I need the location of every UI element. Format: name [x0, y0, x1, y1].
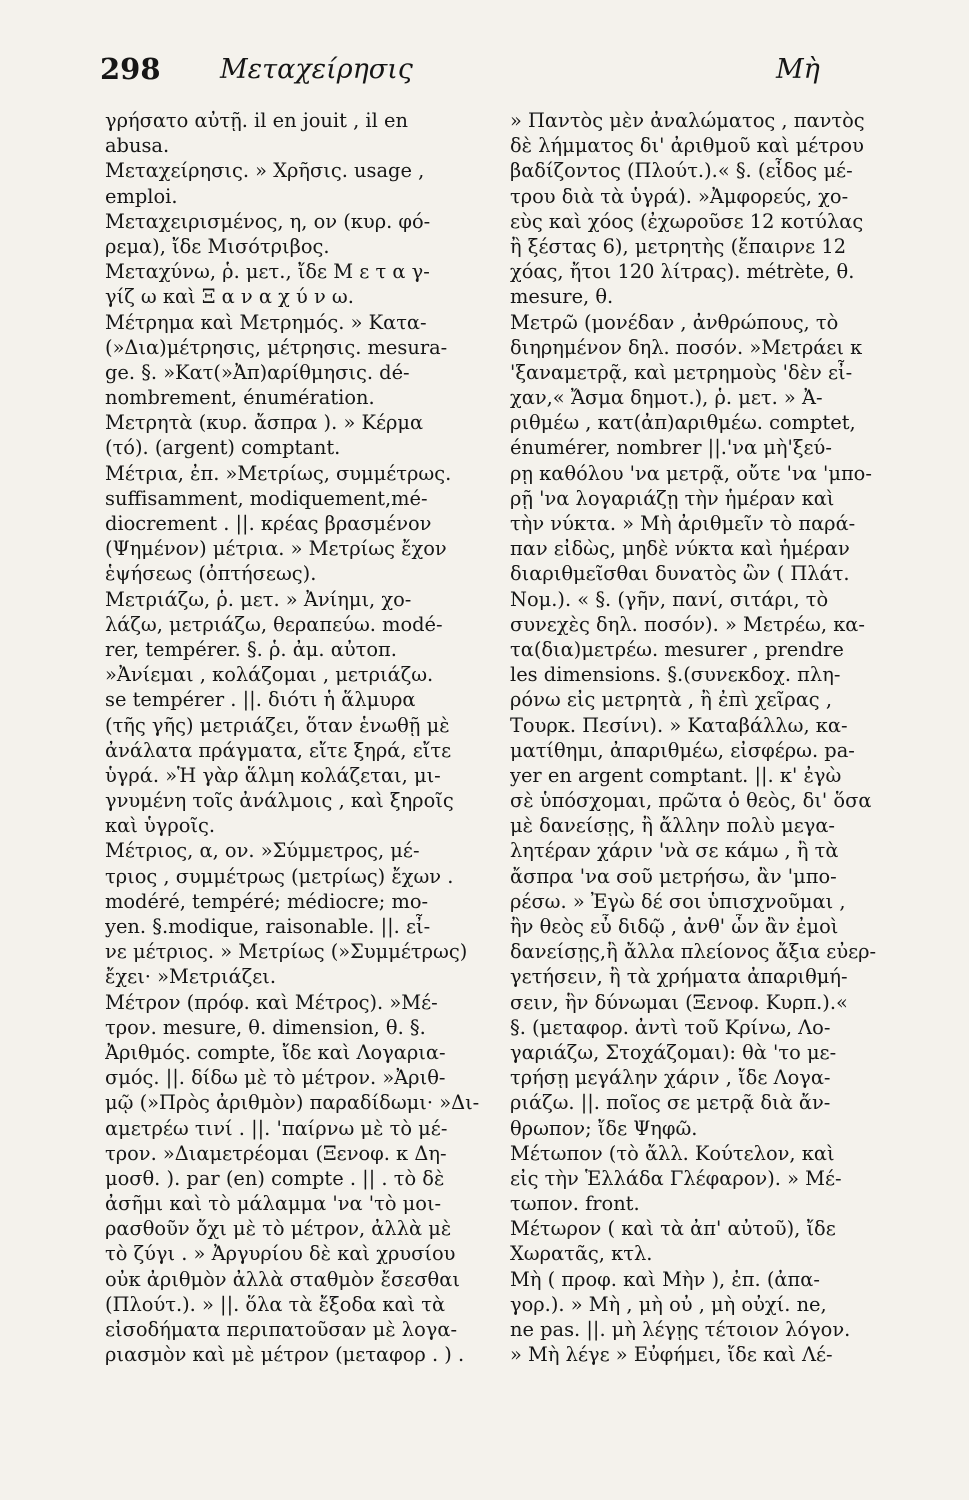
text-line: Μὴ ( προφ. καὶ Μὴν ), ἐπ. (ἀπα-	[510, 1267, 820, 1291]
text-line: » Μὴ λέγε » Εὐφήμει, ἴδε καὶ Λέ-	[510, 1343, 833, 1367]
text-line: ρῇ 'να λογαριάζῃ τὴν ἡμέραν καὶ	[510, 486, 835, 510]
text-line: χαν,« Ἄσμα δημοτ.), ῥ. μετ. » Ἀ-	[510, 386, 823, 410]
text-line: » Παντὸς μὲν ἀναλώματος , παντὸς	[510, 109, 865, 132]
text-line: Μέτριος, α, ον. »Σύμμετρος, μέ-	[105, 839, 420, 863]
text-line: (τό). (argent) comptant.	[105, 436, 341, 460]
text-line: énumérer, nombrer ||.'να μὴ'ξεύ-	[510, 436, 832, 460]
text-line: τριος , συμμέτρως (μετρίως) ἔχων .	[105, 864, 454, 888]
text-line: εἰς τὴν Ἑλλάδα Γλέφαρον). » Μέ-	[510, 1166, 842, 1190]
text-line: διαριθμεῖσθαι δυνατὸς ὢν ( Πλάτ.	[510, 562, 850, 586]
text-line: les dimensions. §.(συνεκδοχ. πλη-	[510, 663, 841, 687]
text-line: ἑψήσεως (ὀπτήσεως).	[105, 562, 317, 586]
text-line: λητέραν χάριν 'νὰ σε κάμω , ἢ τὰ	[510, 839, 839, 863]
text-line: yen. §.modique, raisonable. ||. εἶ-	[105, 915, 431, 938]
text-line: λάζω, μετριάζω, θεραπεύω. modé-	[105, 612, 443, 636]
text-line: τρου διὰ τὰ ὑγρά). »Ἀμφορεύς, χο-	[510, 184, 849, 208]
right-column	[510, 108, 932, 1367]
text-line: modéré, tempéré; médiocre; mo-	[105, 889, 429, 913]
text-line: οὐκ ἀριθμὸν ἀλλὰ σταθμὸν ἔσεσθαι	[105, 1267, 460, 1291]
text-line: ρεμα), ἴδε Μισότριβος.	[105, 234, 330, 258]
text-line: μῷ (»Πρὸς ἀριθμὸν) παραδίδωμι· »Δι-	[105, 1091, 480, 1115]
text-line: ge. §. »Κατ(»Ἀπ)αρίθμησις. dé-	[105, 360, 410, 384]
text-line: Τουρκ. Πεσίνι). » Καταβάλλω, κα-	[510, 713, 848, 737]
text-line: Νομ.). « §. (γῆν, πανί, σιτάρι, τὸ	[510, 587, 829, 611]
left-running-head: Μεταχείρησις	[220, 54, 413, 85]
text-line: (τῆς γῆς) μετριάζει, ὅταν ἑνωθῇ μὲ	[105, 713, 450, 737]
text-line: ρέσω. » Ἐγὼ δέ σοι ὑπισχνοῦμαι ,	[510, 889, 846, 913]
text-line: τὴν νύκτα. » Μὴ ἀριθμεῖν τὸ παρά-	[510, 512, 856, 535]
text-line: εἰσοδήματα περιπατοῦσαν μὲ λογα-	[105, 1318, 458, 1341]
text-line: ἀνάλατα πράγματα, εἴτε ξηρά, εἴτε	[105, 738, 452, 762]
text-line: Ἀριθμός. compte, ἴδε καὶ Λογαρια-	[105, 1040, 446, 1064]
text-line: ὑγρά. »Ἡ γὰρ ἅλμη κολάζεται, μι-	[105, 763, 441, 787]
left-column	[105, 108, 493, 1367]
text-line: Μεταχύνω, ῥ. μετ., ἴδε Μ ε τ α γ-	[105, 260, 430, 284]
text-line: suffisamment, modiquement,mé-	[105, 486, 428, 510]
text-line: τρον. »Διαμετρέομαι (Ξενοφ. κ Δη-	[105, 1141, 447, 1165]
text-line: ἔχει· »Μετριάζει.	[105, 965, 277, 989]
text-line: ἢ ξέστας 6), μετρητὴς (ἔπαιρνε 12	[510, 234, 847, 258]
text-line: βαδίζοντος (Πλούτ.).« §. (εἶδος μέ-	[510, 159, 853, 183]
text-line: γορ.). » Μὴ , μὴ οὐ , μὴ οὐχί. ne,	[510, 1292, 827, 1316]
text-line: μὲ δανείσῃς, ἢ ἄλλην πολὺ μεγα-	[510, 814, 835, 838]
text-line: ne pas. ||. μὴ λέγῃς τέτοιον λόγον.	[510, 1318, 851, 1341]
text-line: τα(δια)μετρέω. mesurer , prendre	[510, 637, 844, 661]
text-line: ρόνω εἰς μετρητὰ , ἢ ἐπὶ χεῖρας ,	[510, 688, 832, 712]
text-line: ἢν θεὸς εὖ διδῷ , ἀνθ' ὧν ἂν ἐμοὶ	[510, 915, 839, 938]
text-line: »Ἀνίεμαι , κολάζομαι , μετριάζω.	[105, 663, 434, 687]
text-line: (Ψημένον) μέτρια. » Μετρίως ἔχον	[105, 537, 447, 561]
text-line: (»Δια)μέτρησις, μέτρησις. mesura-	[105, 335, 448, 359]
text-line: Μέτρον (πρόφ. καὶ Μέτρος). »Μέ-	[105, 990, 438, 1014]
text-line: σειν, ἣν δύνωμαι (Ξενοφ. Κυρπ.).«	[510, 990, 848, 1014]
text-line: nombrement, énumération.	[105, 386, 375, 410]
text-line: ματίθημι, ἀπαριθμέω, εἰσφέρω. pa-	[510, 738, 855, 762]
text-line: μοσθ. ). par (en) compte . || . τὸ δὲ	[105, 1166, 445, 1190]
text-line: γετήσειν, ἢ τὰ χρήματα ἀπαριθμή-	[510, 965, 848, 989]
right-running-head: Μὴ	[776, 54, 820, 85]
text-line: Μέτρια, ἐπ. »Μετρίως, συμμέτρως.	[105, 461, 452, 485]
text-line: τωπον. front.	[510, 1192, 640, 1216]
text-line: παν εἰδὼς, μηδὲ νύκτα καὶ ἡμέραν	[510, 537, 850, 561]
text-line: νε μέτριος. » Μετρίως (»Συμμέτρως)	[105, 940, 468, 964]
text-line: ἄσπρα 'να σοῦ μετρήσω, ἂν 'μπο-	[510, 864, 837, 888]
text-line: ρῃ καθόλου 'να μετρᾷ, οὔτε 'να 'μπο-	[510, 461, 872, 485]
text-line: emploi.	[105, 184, 178, 208]
text-line: θρωπον; ἴδε Ψηφῶ.	[510, 1116, 698, 1140]
text-line: ρασθοῦν ὄχι μὲ τὸ μέτρον, ἀλλὰ μὲ	[105, 1217, 452, 1241]
text-line: se tempérer . ||. διότι ἡ ἅλμυρα	[105, 688, 416, 712]
text-line: yer en argent comptant. ||. κ' ἐγὼ	[510, 763, 842, 787]
text-line: diocrement . ||. κρέας βρασμένον	[105, 512, 432, 535]
text-line: Μέτρημα καὶ Μετρημός. » Κατα-	[105, 310, 427, 334]
page-number: 298	[100, 52, 161, 86]
text-line: rer, tempérer. §. ῥ. ἀμ. αὐτοπ.	[105, 637, 397, 661]
text-line: 'ξαναμετρᾷ, καὶ μετρημοὺς 'δὲν εἶ-	[510, 360, 853, 384]
text-line: καὶ ὑγροῖς.	[105, 814, 216, 838]
text-line: χόας, ἤτοι 120 λίτρας). métrète, θ.	[510, 260, 855, 284]
text-line: γνυμένη τοῖς ἀνάλμοις , καὶ ξηροῖς	[105, 789, 454, 813]
text-line: Μετρητὰ (κυρ. ἄσπρα ). » Κέρμα	[105, 411, 424, 435]
text-line: δὲ λήμματος δι' ἀριθμοῦ καὶ μέτρου	[510, 134, 864, 158]
text-line: αμετρέω τινί . ||. 'παίρνω μὲ τὸ μέ-	[105, 1116, 448, 1140]
text-line: σμός. ||. δίδω μὲ τὸ μέτρον. »Ἀριθ-	[105, 1066, 446, 1090]
text-line: γρήσατο αὐτῇ. il en jouit , il en	[105, 109, 408, 132]
text-line: γίζ ω καὶ Ξ α ν α χ ύ ν ω.	[105, 285, 354, 309]
text-line: ριασμὸν καὶ μὲ μέτρον (μεταφορ . ) .	[105, 1343, 465, 1367]
text-line: εὺς καὶ χόος (ἐχωροῦσε 12 κοτύλας	[510, 209, 864, 233]
text-line: δανείσῃς,ἢ ἄλλα πλείονος ἄξια εὐερ-	[510, 940, 877, 964]
text-line: ριάζω. ||. ποῖος σε μετρᾷ διὰ ἄν-	[510, 1091, 831, 1115]
text-line: Μέτωρον ( καὶ τὰ ἀπ' αὐτοῦ), ἴδε	[510, 1217, 836, 1241]
text-line: τρον. mesure, θ. dimension, θ. §.	[105, 1015, 426, 1039]
text-line: mesure, θ.	[510, 285, 614, 309]
text-line: σὲ ὑπόσχομαι, πρῶτα ὁ θεὸς, δι' ὅσα	[510, 789, 872, 813]
text-line: διηρημένον δηλ. ποσόν. »Μετράει κ	[510, 335, 863, 359]
text-line: Χωρατᾶς, κτλ.	[510, 1242, 653, 1266]
text-line: Μετρῶ (μονέδαν , ἀνθρώπους, τὸ	[510, 310, 839, 334]
text-line: §. (μεταφορ. ἀντὶ τοῦ Κρίνω, Λο-	[510, 1015, 831, 1039]
text-line: τρήσῃ μεγάλην χάριν , ἴδε Λογα-	[510, 1066, 831, 1090]
text-line: ἀσῆμι καὶ τὸ μάλαμμα 'να 'τὸ μοι-	[105, 1192, 442, 1216]
text-line: Μέτωπον (τὸ ἄλλ. Κούτελον, καὶ	[510, 1141, 835, 1165]
text-line: Μεταχειρισμένος, η, ον (κυρ. φό-	[105, 209, 431, 233]
text-line: (Πλούτ.). » ||. ὅλα τὰ ἔξοδα καὶ τὰ	[105, 1292, 446, 1316]
text-line: γαριάζω, Στοχάζομαι): θὰ 'το με-	[510, 1040, 837, 1064]
text-line: συνεχὲς δηλ. ποσόν). » Μετρέω, κα-	[510, 612, 865, 636]
text-line: τὸ ζύγι . » Ἀργυρίου δὲ καὶ χρυσίου	[105, 1242, 456, 1266]
text-line: ριθμέω , κατ(ἀπ)αριθμέω. comptet,	[510, 411, 856, 435]
text-line: abusa.	[105, 134, 170, 158]
page-header	[100, 52, 930, 96]
text-line: Μεταχείρησις. » Χρῆσις. usage ,	[105, 159, 425, 183]
text-line: Μετριάζω, ῥ. μετ. » Ἀνίημι, χο-	[105, 587, 412, 611]
